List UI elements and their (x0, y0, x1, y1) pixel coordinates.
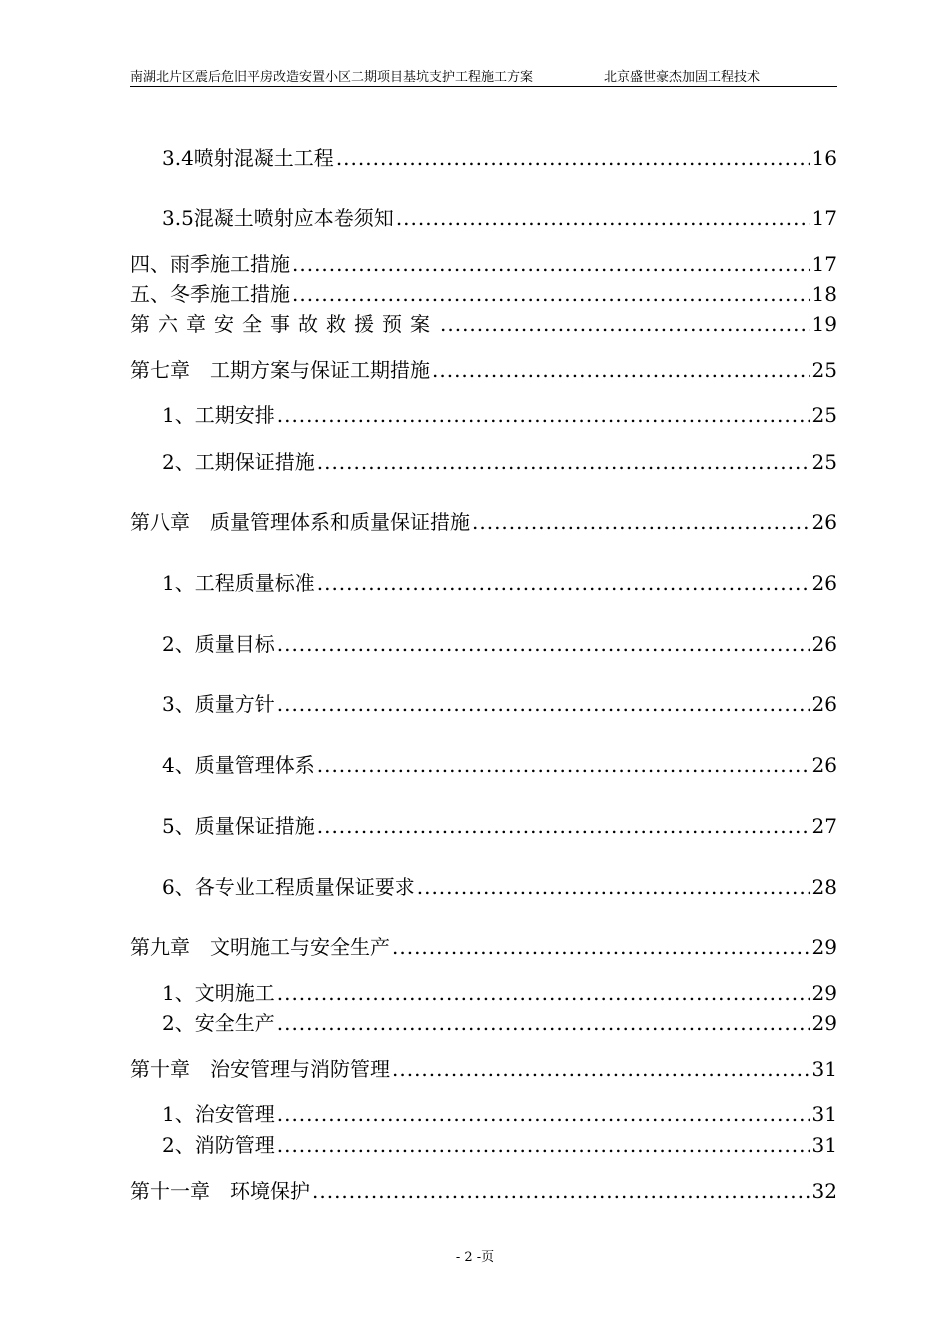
toc-label: 2、质量目标 (162, 632, 275, 656)
toc-leader (317, 571, 810, 595)
toc-label: 2、工期保证措施 (162, 450, 315, 474)
toc-leader (392, 935, 810, 959)
toc-label: 第十章 治安管理与消防管理 (130, 1057, 390, 1081)
toc-leader (277, 1133, 810, 1157)
toc-label: 第十一章 环境保护 (130, 1179, 310, 1203)
toc-page-number: 17 (811, 206, 837, 230)
toc-page-number: 26 (811, 632, 837, 656)
toc-label: 五、冬季施工措施 (130, 282, 290, 306)
toc-entry[interactable] (130, 506, 837, 534)
toc-page-number: 31 (811, 1102, 837, 1126)
toc-entry[interactable] (162, 1007, 837, 1035)
toc-page-number: 17 (811, 252, 837, 276)
toc-entry[interactable] (130, 278, 837, 306)
toc-page-number: 25 (811, 358, 837, 382)
toc-label: 第九章 文明施工与安全生产 (130, 935, 390, 959)
toc-label: 第八章 质量管理体系和质量保证措施 (130, 510, 470, 534)
toc-leader (277, 1011, 810, 1035)
toc-entry[interactable] (162, 871, 837, 899)
toc-label: 3、质量方针 (162, 692, 275, 716)
toc-entry[interactable] (162, 688, 837, 716)
toc-page-number: 25 (811, 450, 837, 474)
toc-leader (277, 632, 810, 656)
toc-leader (417, 875, 810, 899)
toc-page-number: 29 (811, 1011, 837, 1035)
toc-label: 四、雨季施工措施 (130, 252, 290, 276)
toc-leader (277, 1102, 810, 1126)
toc-page-number: 29 (811, 935, 837, 959)
toc-label: 第七章 工期方案与保证工期措施 (130, 358, 430, 382)
toc-label: 5、质量保证措施 (162, 814, 315, 838)
toc-page-number: 26 (811, 510, 837, 534)
toc-entry[interactable] (162, 399, 837, 427)
toc-leader (396, 206, 810, 230)
toc-leader (317, 450, 810, 474)
toc-leader (292, 282, 810, 306)
toc-entry[interactable] (130, 1175, 837, 1203)
toc-entry[interactable] (162, 142, 837, 170)
toc-leader (336, 146, 810, 170)
toc-label: 4、质量管理体系 (162, 753, 315, 777)
toc-label: 1、工期安排 (162, 403, 275, 427)
toc-leader (312, 1179, 810, 1203)
toc-label: 2、消防管理 (162, 1133, 275, 1157)
toc-label: 3.4喷射混凝土工程 (162, 146, 334, 170)
toc-page-number: 27 (811, 814, 837, 838)
toc-entry[interactable] (130, 1053, 837, 1081)
toc-entry[interactable] (130, 931, 837, 959)
toc-entry[interactable] (162, 567, 837, 595)
toc-leader (440, 312, 810, 336)
toc-label: 6、各专业工程质量保证要求 (162, 875, 415, 899)
toc-leader (392, 1057, 810, 1081)
toc-leader (472, 510, 810, 534)
toc-page-number: 28 (811, 875, 837, 899)
toc-page-number: 26 (811, 753, 837, 777)
header-company-name: 北京盛世豪杰加固工程技术 (604, 70, 761, 85)
toc-entry[interactable] (162, 749, 837, 777)
toc-page-number: 18 (811, 282, 837, 306)
toc-entry[interactable] (130, 354, 837, 382)
toc-entry[interactable] (162, 446, 837, 474)
toc-leader (277, 981, 810, 1005)
toc-entry[interactable] (162, 1129, 837, 1157)
toc-page-number: 31 (811, 1057, 837, 1081)
toc-entry[interactable] (162, 1098, 837, 1126)
toc-leader (277, 692, 810, 716)
toc-leader (432, 358, 810, 382)
header-project-title: 南湖北片区震后危旧平房改造安置小区二期项目基坑支护工程施工方案 (130, 70, 534, 85)
toc-entry[interactable] (130, 248, 837, 276)
toc-entry[interactable] (162, 628, 837, 656)
toc-entry[interactable] (162, 810, 837, 838)
toc-label: 1、文明施工 (162, 981, 275, 1005)
toc-label: 第六章安全事故救援预案 (130, 312, 438, 336)
page-footer: - 2 -页 (455, 1250, 495, 1265)
toc-label: 2、安全生产 (162, 1011, 275, 1035)
toc-page-number: 32 (811, 1179, 837, 1203)
toc-leader (317, 814, 810, 838)
toc-page-number: 26 (811, 692, 837, 716)
toc-leader (292, 252, 810, 276)
toc-page-number: 31 (811, 1133, 837, 1157)
toc-page-number: 16 (811, 146, 837, 170)
toc-leader (277, 403, 810, 427)
toc-page-number: 29 (811, 981, 837, 1005)
toc-page-number: 26 (811, 571, 837, 595)
toc-label: 1、工程质量标准 (162, 571, 315, 595)
toc-label: 1、治安管理 (162, 1102, 275, 1126)
toc-label: 3.5混凝土喷射应本卷须知 (162, 206, 394, 230)
toc-leader (317, 753, 810, 777)
toc-entry[interactable] (162, 202, 837, 230)
toc-entry[interactable] (162, 977, 837, 1005)
toc-entry[interactable] (130, 308, 837, 336)
toc-page-number: 25 (811, 403, 837, 427)
toc-page-number: 19 (811, 312, 837, 336)
